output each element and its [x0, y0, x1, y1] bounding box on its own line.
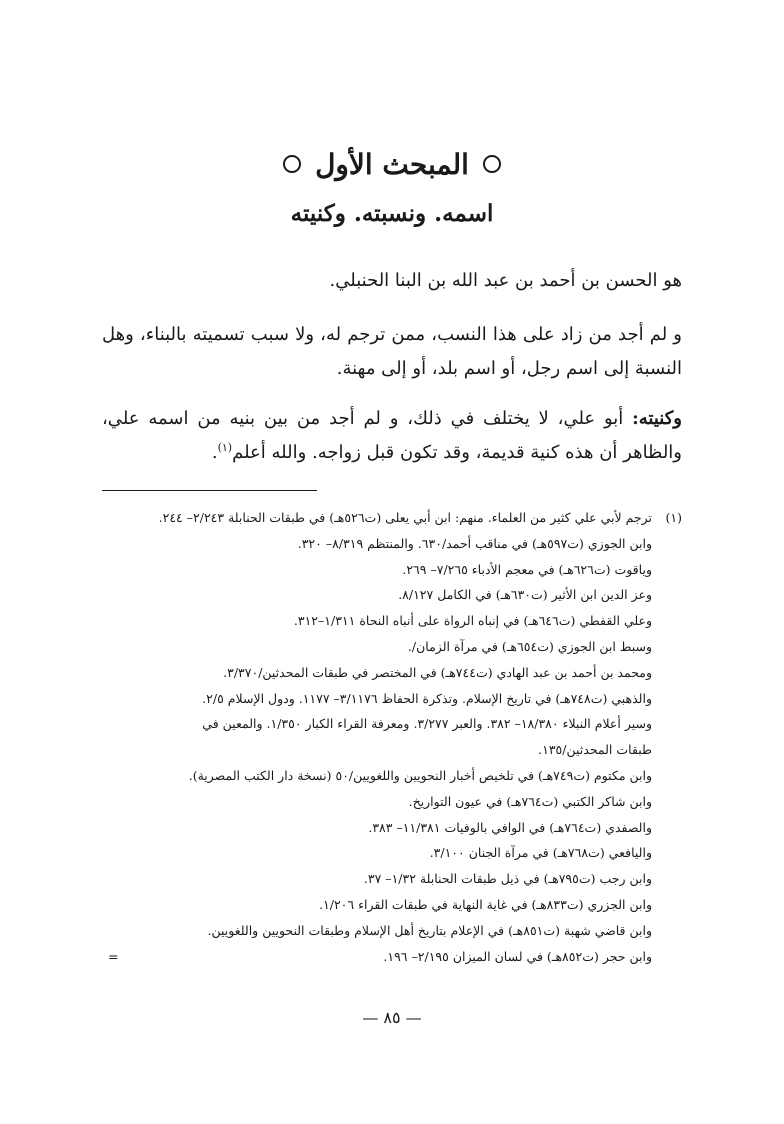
- page-content: [102, 140, 682, 969]
- footnote-line: وسبط ابن الجوزي (ت٦٥٤هـ) في مرآة الزمان/.: [407, 638, 652, 654]
- continuation-mark: =: [108, 948, 119, 964]
- footnote-number: (١): [665, 510, 682, 525]
- footnote-line: وابن الجوزي (ت٥٩٧هـ) في مناقب أحمد/٦٣٠. والمنتظم ٨/٣١٩– ٣٢٠.: [297, 535, 652, 551]
- footnote-line: (١) ترجم لأبي علي كثير من العلماء. منهم: ابن أبي يعلى (ت٥٢٦هـ) في طبقات الحنابلة ٢/٢٤٣– ٢٤٤.: [102, 505, 682, 531]
- footnote-line: وابن حجر (ت٨٥٢هـ) في لسان الميزان ٢/١٩٥– ١٩٦. =: [102, 944, 682, 970]
- footnote-reference[interactable]: (١): [217, 441, 233, 454]
- body-text: [102, 264, 682, 470]
- footnote-line: وابن قاضي شهبة (ت٨٥١هـ) في الإعلام بتاريخ أهل الإسلام وطبقات النحويين واللغويين.: [207, 922, 652, 938]
- section-subtitle: اسمه. ونسبته. وكنيته: [290, 200, 494, 227]
- footnote-line: وابن رجب (ت٧٩٥هـ) في ذيل طبقات الحنابلة ١/٣٢– ٣٧.: [363, 871, 652, 887]
- footnote-line: وياقوت (ت٦٢٦هـ) في معجم الأدباء ٧/٢٦٥– ٢٦٩.: [402, 561, 652, 577]
- footnote-line: وابن شاكر الكتبي (ت٧٦٤هـ) في عيون التواريخ.: [408, 793, 652, 809]
- footnote-line: وسير أعلام النبلاء ١٨/٣٨٠– ٣٨٢. والعبر ٣/٢٧٧. ومعرفة القراء الكبار ١/٣٥٠. والمعين في: [202, 716, 652, 732]
- paragraph-name: هو الحسن بن أحمد بن عبد الله بن البنا الحنبلي.: [329, 270, 682, 291]
- paragraph-lineage: و لم أجد من زاد على هذا النسب، ممن ترجم له، ولا سبب تسميته بالبناء، وهل النسبة إلى اسم رجل، أو اسم بلد، أو إلى مهنة.: [102, 324, 682, 379]
- footnote-line: وعز الدين ابن الأثير (ت٦٣٠هـ) في الكامل ٨/١٢٧.: [398, 587, 652, 603]
- footnote-line: وعلي القفطي (ت٦٤٦هـ) في إنباه الرواة على أنباه النحاة ١/٣١١–٣١٢.: [293, 613, 652, 629]
- paragraph-kunya: [102, 402, 682, 470]
- chapter-title: [102, 140, 682, 188]
- footnote-line: واليافعي (ت٧٦٨هـ) في مرآة الجنان ٣/١٠٠.: [429, 845, 652, 861]
- kunya-end: .: [211, 442, 218, 463]
- footnote-line: وابن الجزري (ت٨٣٣هـ) في غاية النهاية في طبقات القراء ١/٢٠٦.: [319, 896, 652, 912]
- footnote-line: ومحمد بن أحمد بن عبد الهادي (ت٧٤٤هـ) في المختصر في طبقات المحدثين/٣/٣٧٠.: [223, 664, 652, 680]
- footnote-line: والصفدي (ت٧٦٤هـ) في الوافي بالوفيات ١١/٣٨١– ٣٨٣.: [368, 819, 652, 835]
- kunya-label: وكنيته:: [632, 408, 682, 429]
- footnotes: [102, 505, 682, 969]
- footnote-line: والذهبي (ت٧٤٨هـ) في تاريخ الإسلام. وتذكرة الحفاظ ٣/١١٧٦– ١١٧٧. ودول الإسلام ٢/٥.: [202, 690, 652, 706]
- ring-ornament-right-icon: [483, 155, 501, 173]
- footnote-line: طبقات المحدثين/١٣٥.: [538, 742, 652, 758]
- footnote-divider: [102, 490, 317, 491]
- footnote-divider-wrap: [102, 486, 682, 505]
- ring-ornament-left-icon: [283, 155, 301, 173]
- page-number: — ٨٥ —: [362, 1008, 422, 1027]
- kunya-text: أبو علي، لا يختلف في ذلك، و لم أجد من بين بنيه من اسمه علي، والظاهر أن هذه كنية قديمة، وقد تكون قبل زواجه. والله أعلم: [102, 408, 682, 463]
- footnote-line: وابن مكتوم (ت٧٤٩هـ) في تلخيص أخبار النحويين واللغويين/٥٠ (نسخة دار الكتب المصرية).: [188, 767, 652, 783]
- chapter-title-text: المبحث الأول: [315, 147, 469, 181]
